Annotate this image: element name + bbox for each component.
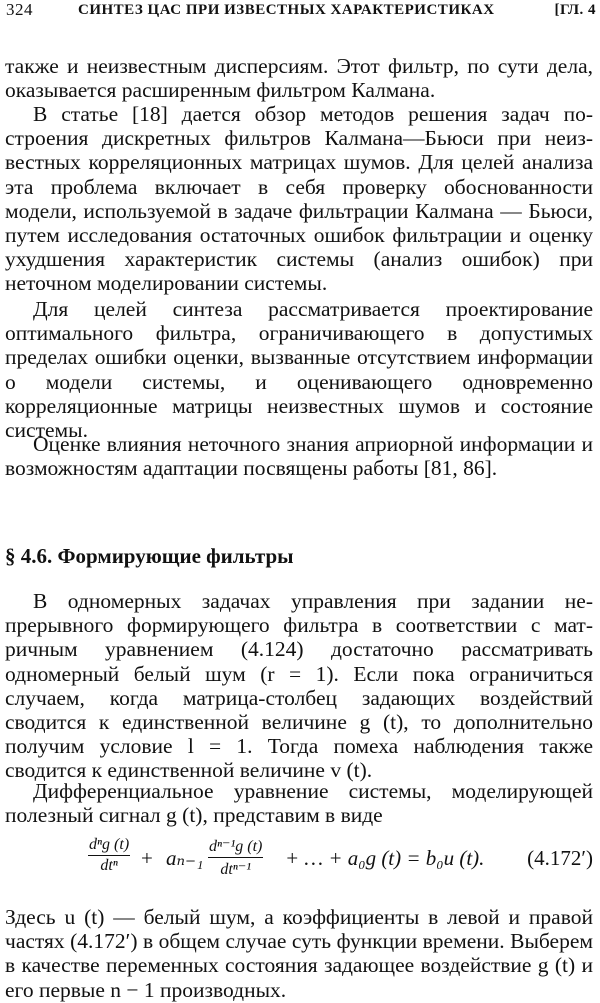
paragraph-4-text: Оценке влияния неточного знания априорной информации и возможностям адаптации посвящены работы [81, 86].: [5, 432, 593, 481]
paragraph-5-text: В одномерных задачах управления при задании непрерывного формирующего фильтра в соответствии с матричным уравнением (4.124) достаточно рассматривать одномерный белый шум (r = 1). Если пока ограничиться случаем, когда матрица-столбец задающих воздействий сводится к единственной величине g (t), то дополнительно получим условие l = 1. Тогда помеха наблюдения также сводится к единственной величине v (t).: [5, 589, 593, 783]
paragraph-1-text: также и неизвестным дисперсиям. Этот фильтр, по сути дела, оказывается расширенным фильтром Калмана.: [5, 54, 593, 103]
paragraph-1: [5, 54, 593, 102]
equation-4-172: [88, 836, 593, 888]
paragraph-3: [5, 297, 593, 442]
fraction-2-denominator: dtⁿ⁻¹: [220, 861, 252, 878]
fraction-1-numerator: dⁿg (t): [89, 836, 130, 853]
paragraph-7-text: Здесь u (t) — белый шум, а коэффициенты в левой и правой частях (4.172′) в общем случае суть функции времени. Выберем в качестве переменных состояния задающее воздействие g (t) и его первые n − 1 производных.: [5, 905, 593, 1002]
paragraph-6-text: Дифференциальное уравнение системы, моделирующей полезный сигнал g (t), представим в виде: [5, 779, 593, 828]
fraction-nth-derivative: [88, 836, 130, 875]
paragraph-6: [5, 779, 593, 827]
paragraph-2: [5, 102, 593, 296]
section-heading: § 4.6. Формирующие фильтры: [5, 544, 294, 568]
paragraph-7: [5, 905, 593, 1002]
fraction-1-denominator: dtⁿ: [100, 857, 118, 874]
paragraph-5: [5, 589, 593, 783]
running-title: СИНТЕЗ ЦАС ПРИ ИЗВЕСТНЫХ ХАРАКТЕРИСТИКАХ: [78, 2, 495, 18]
page-number: 324: [6, 0, 33, 19]
equation-remainder: + … + a₀g (t) = b₀u (t).: [285, 846, 485, 870]
equation-number: (4.172′): [527, 846, 593, 870]
fraction-2-numerator: dⁿ⁻¹g (t): [209, 838, 263, 855]
coefficient-a-n-1: aₙ₋₁: [166, 846, 204, 870]
fraction-n-1-derivative: [208, 836, 263, 879]
paragraph-3-text: Для целей синтеза рассматривается проектирование оптимального фильтра, ограничивающего в допустимых пределах ошибки оценки, вызванные отсутствием информации о модели системы, и оценивающего одновременно корреляционные матрицы неизвестных шумов и состояние системы.: [5, 297, 593, 443]
plus-sign: +: [141, 846, 153, 870]
chapter-marker: [ГЛ. 4: [554, 2, 596, 18]
paragraph-4: [5, 432, 593, 480]
running-header: [6, 0, 596, 26]
paragraph-2-text: В статье [18] дается обзор методов решения задач построения дискретных фильтров Калмана—Бьюси при неизвестных корреляционных матрицах шумов. Для целей анализа эта проблема включает в себя проверку обоснованности модели, используемой в задаче фильтрации Калмана — Бьюси, путем исследования остаточных ошибок фильтрации и оценку ухудшения характеристик системы (анализ ошибок) при неточном моделировании системы.: [5, 102, 593, 296]
